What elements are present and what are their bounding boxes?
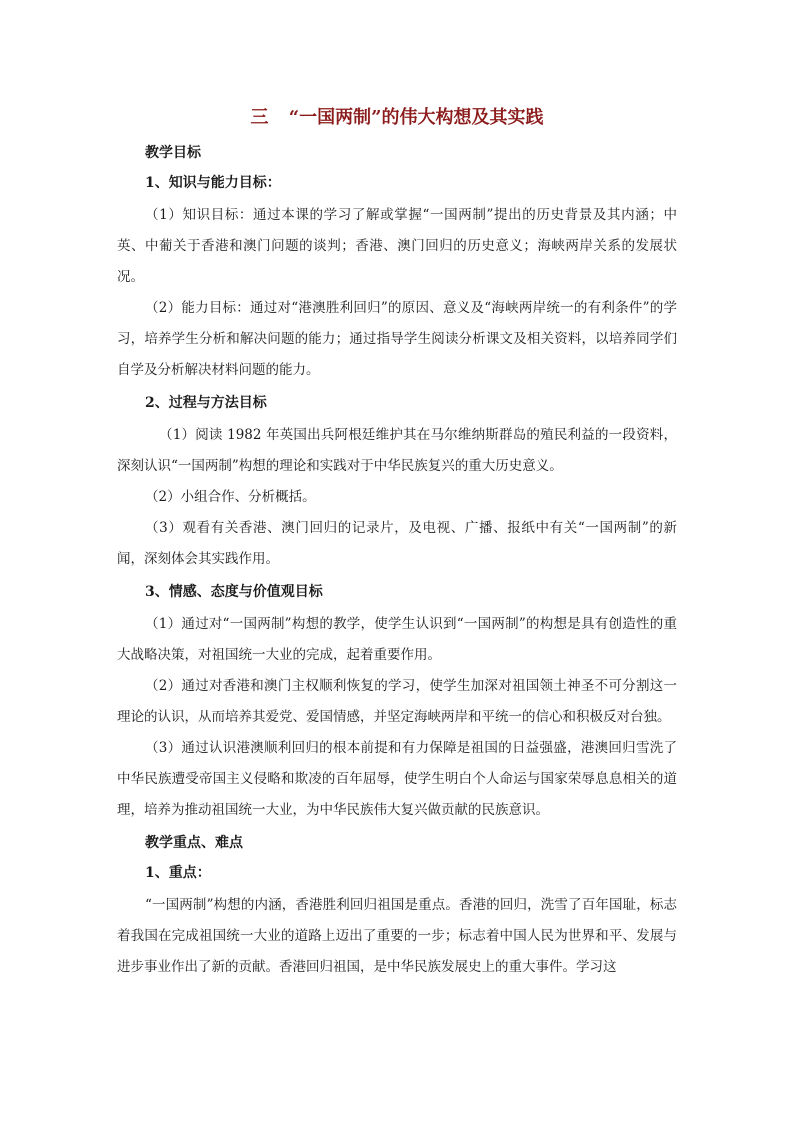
- key-points-heading: 教学重点、难点: [145, 835, 243, 851]
- values-paragraph-3: （3）通过认识港澳顺利回归的根本前提和有力保障是祖国的日益强盛，港澳回归雪洗了中华民族遭受帝国主义侵略和欺凌的百年屈辱，使学生明白个人命运与国家荣辱息息相关的道理，培养为推动祖国统一大业，为中华民族伟大复兴做贡献的民族意识。: [117, 740, 677, 818]
- objectives-heading: 教学目标: [145, 145, 201, 161]
- process-paragraph-1: （1）阅读 1982 年英国出兵阿根廷维护其在马尔维纳斯群岛的殖民利益的一段资料，深刻认识“一国两制”构想的理论和实践对于中华民族复兴的重大历史意义。: [117, 427, 677, 474]
- document-title: [117, 104, 677, 132]
- knowledge-paragraph-1: （1）知识目标：通过本课的学习了解或掌握“一国两制”提出的历史背景及其内涵；中英、中葡关于香港和澳门问题的谈判；香港、澳门回归的历史意义；海峡两岸关系的发展状况。: [117, 207, 677, 285]
- process-heading: 2、过程与方法目标: [145, 395, 267, 411]
- process-paragraph-3: （3）观看有关香港、澳门回归的记录片，及电视、广播、报纸中有关“一国两制”的新闻，深刻体会其实践作用。: [117, 520, 677, 567]
- title-number: 三: [250, 107, 269, 128]
- key-points-subheading: 1、重点：: [145, 865, 211, 881]
- values-paragraph-1: （1）通过对“一国两制”构想的教学，使学生认识到“一国两制”的构想是具有创造性的重大战略决策，对祖国统一大业的完成，起着重要作用。: [117, 616, 677, 663]
- process-paragraph-2: （2）小组合作、分析概括。: [145, 489, 316, 505]
- key-points-paragraph-1: “一国两制”构想的内涵，香港胜利回归祖国是重点。香港的回归，洗雪了百年国耻，标志着我国在完成祖国统一大业的道路上迈出了重要的一步；标志着中国人民为世界和平、发展与进步事业作出了新的贡献。香港回归祖国，是中华民族发展史上的重大事件。学习这: [117, 897, 677, 975]
- document-body: [117, 104, 677, 983]
- values-paragraph-2: （2）通过对香港和澳门主权顺利恢复的学习，使学生加深对祖国领土神圣不可分割这一理论的认识，从而培养其爱党、爱国情感，并坚定海峡两岸和平统一的信心和积极反对台独。: [117, 678, 677, 725]
- knowledge-paragraph-2: （2）能力目标：通过对“港澳胜利回归”的原因、意义及“海峡两岸统一的有利条件”的学习，培养学生分析和解决问题的能力；通过指导学生阅读分析课文及相关资料，以培养同学们自学及分析解决材料问题的能力。: [117, 300, 677, 378]
- knowledge-heading: 1、知识与能力目标：: [145, 175, 281, 191]
- values-heading: 3、情感、态度与价值观目标: [145, 584, 323, 600]
- title-text: “一国两制”的伟大构想及其实践: [288, 107, 544, 128]
